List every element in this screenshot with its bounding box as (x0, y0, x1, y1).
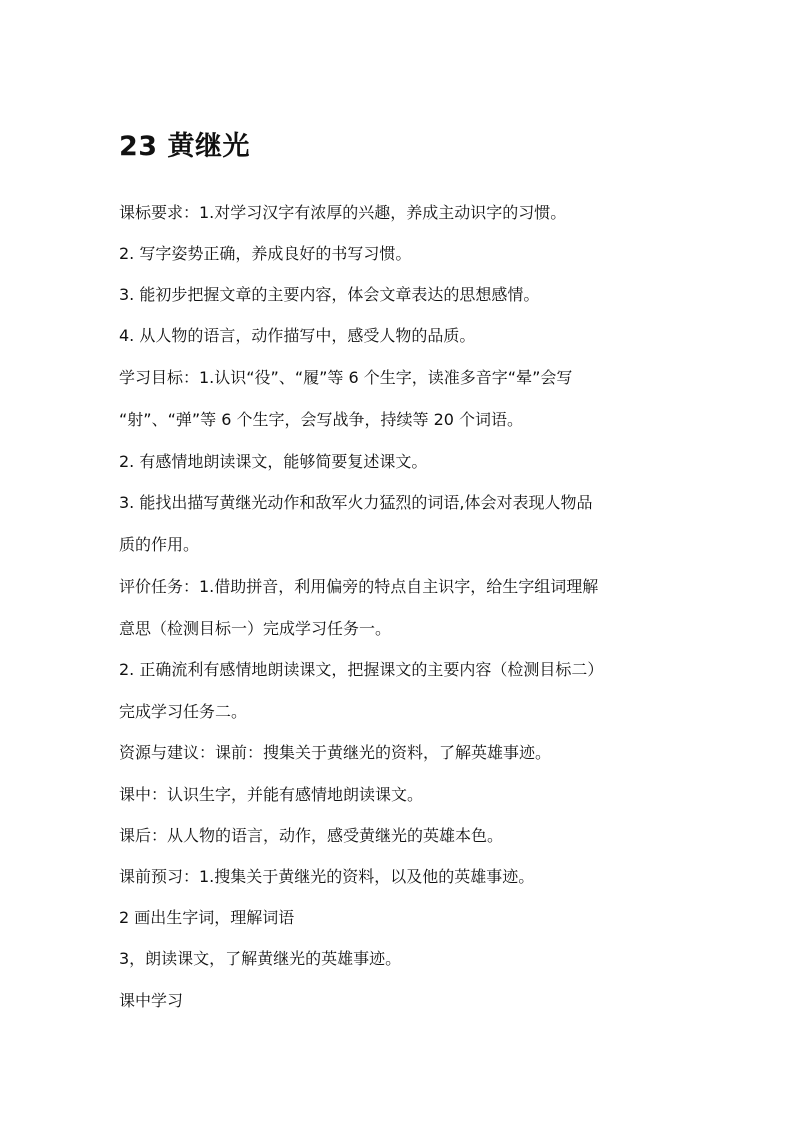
text-line: 资源与建议：课前：搜集关于黄继光的资料，了解英雄事迹。 (119, 743, 552, 762)
text-line: 课后：从人物的语言，动作，感受黄继光的英雄本色。 (119, 826, 504, 845)
text-line: 课标要求：1.对学习汉字有浓厚的兴趣，养成主动识字的习惯。 (119, 203, 567, 222)
text-line: 2 画出生字词，理解词语 (119, 908, 295, 927)
text-line: 2. 正确流利有感情地朗读课文，把握课文的主要内容（检测目标二） (119, 660, 604, 679)
text-line: 4. 从人物的语言，动作描写中，感受人物的品质。 (119, 326, 476, 345)
text-line: 课中学习 (119, 991, 184, 1010)
page-title: 23 黄继光 (119, 131, 250, 162)
text-line: 3. 能初步把握文章的主要内容，体会文章表达的思想感情。 (119, 285, 540, 304)
text-line: 2. 写字姿势正确，养成良好的书写习惯。 (119, 244, 412, 263)
text-line: 3. 能找出描写黄继光动作和敌军火力猛烈的词语,体会对表现人物品 (119, 493, 593, 512)
text-line: 意思（检测目标一）完成学习任务一。 (119, 619, 392, 638)
text-line: 完成学习任务二。 (119, 702, 248, 721)
text-line: “射”、“弹”等 6 个生字，会写战争，持续等 20 个词语。 (119, 410, 524, 429)
text-line: 课中：认识生字，并能有感情地朗读课文。 (119, 785, 424, 804)
text-line: 学习目标：1.认识“役”、“履”等 6 个生字，读准多音字“晕”会写 (119, 368, 573, 387)
text-line: 质的作用。 (119, 535, 200, 554)
text-line: 2. 有感情地朗读课文，能够简要复述课文。 (119, 452, 428, 471)
text-line: 课前预习：1.搜集关于黄继光的资料，以及他的英雄事迹。 (119, 867, 535, 886)
text-line: 评价任务：1.借助拼音，利用偏旁的特点自主识字，给生字组词理解 (119, 577, 599, 596)
text-line: 3，朗读课文，了解黄继光的英雄事迹。 (119, 949, 402, 968)
